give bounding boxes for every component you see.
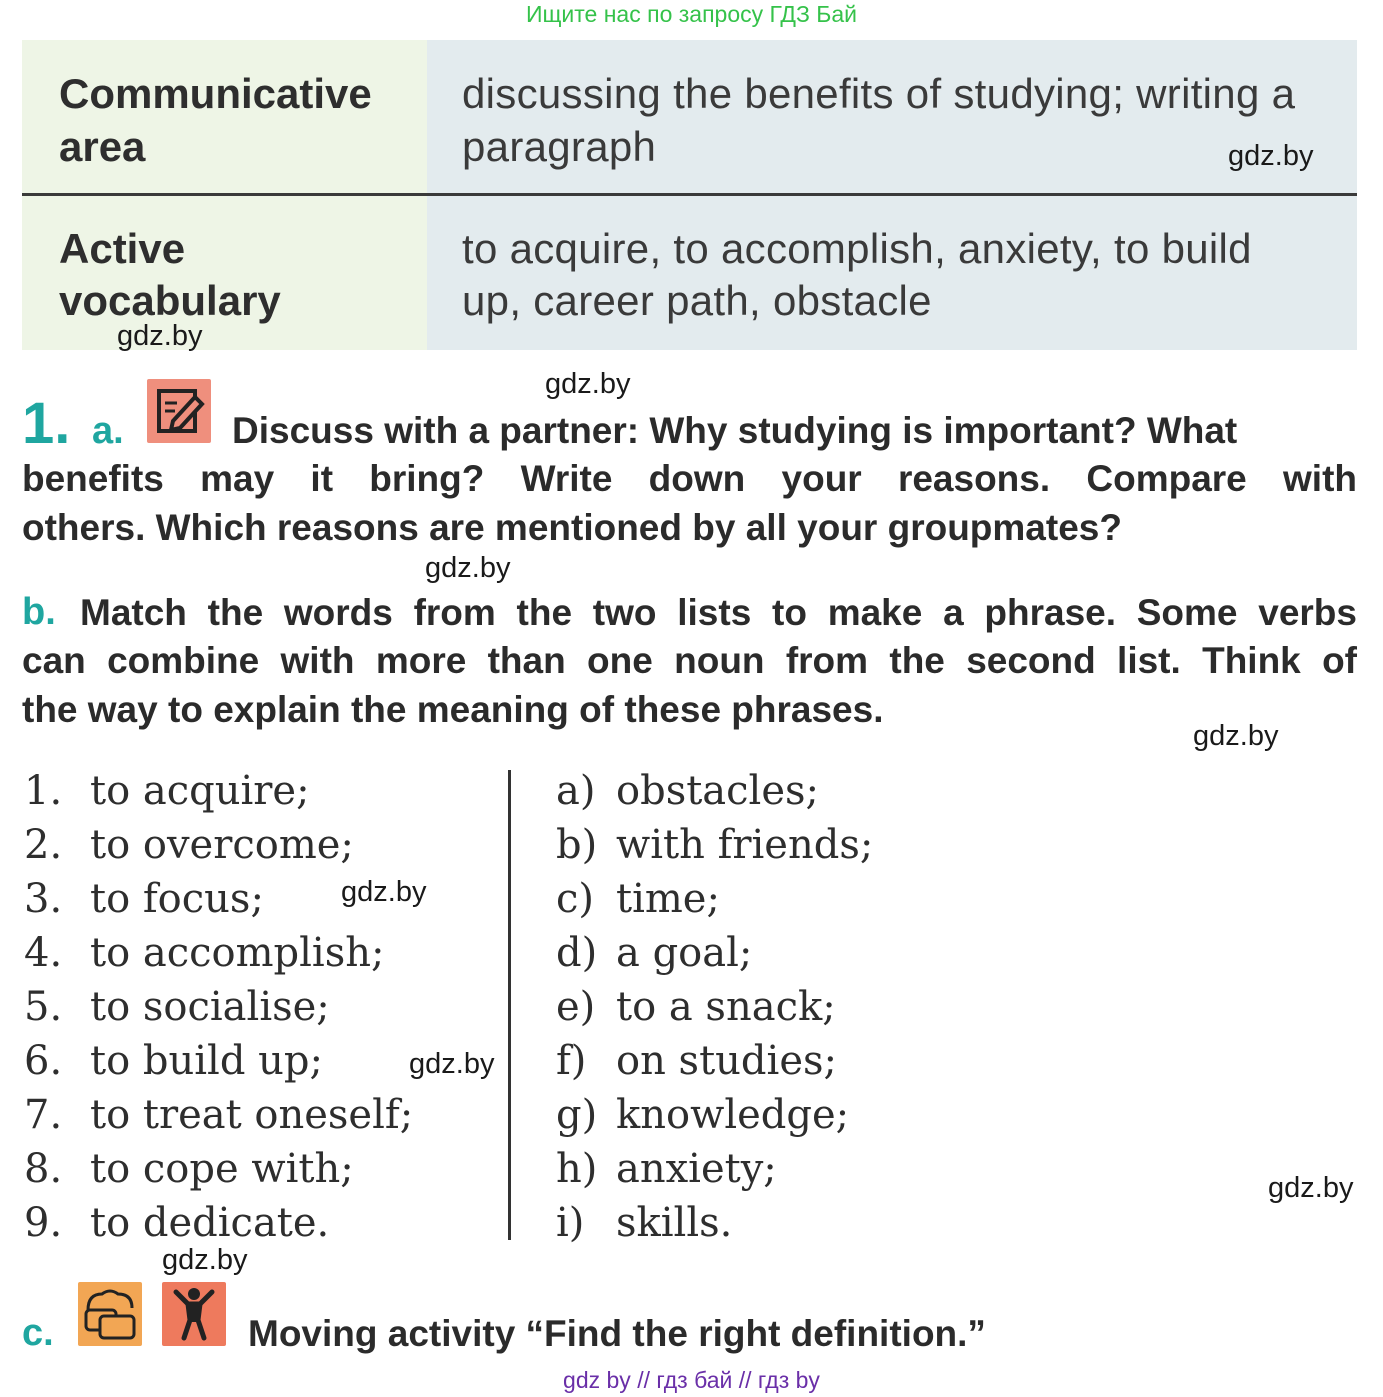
- communicative-label-line2: area: [59, 123, 146, 170]
- vocabulary-label-line2: vocabulary: [59, 277, 281, 324]
- info-table: [22, 40, 1357, 350]
- top-banner: Ищите нас по запросу ГДЗ Бай: [525, 1, 858, 27]
- communicative-value-line2: paragraph: [462, 123, 657, 170]
- list-item: i) skills.: [556, 1200, 733, 1246]
- list-item: 4. to accomplish;: [24, 930, 385, 976]
- list-item: g) knowledge;: [556, 1092, 850, 1138]
- list-item: e) to a snack;: [556, 984, 836, 1030]
- active-vocabulary-label-cell: [22, 196, 427, 350]
- list-item: d) a goal;: [556, 930, 753, 976]
- watermark: gdz.by: [162, 1244, 248, 1276]
- subtask-b-line3: the way to explain the meaning of these phrases.: [22, 689, 884, 730]
- watermark: gdz.by: [545, 368, 631, 400]
- list-item: f) on studies;: [556, 1038, 837, 1084]
- communicative-area-label-cell: [22, 40, 427, 193]
- list-item: 7. to treat oneself;: [24, 1092, 414, 1138]
- subtask-a-line2: benefits may it bring? Write down your reasons. Compare with: [22, 458, 1357, 499]
- noun-list: [556, 764, 873, 1250]
- verb-list: [24, 764, 413, 1250]
- watermark: gdz.by: [341, 876, 427, 908]
- group-work-icon: [78, 1282, 142, 1346]
- communicative-area-value-cell: [427, 40, 1357, 193]
- list-divider: [508, 770, 511, 1240]
- subtask-b-label: b.: [22, 591, 56, 633]
- watermark: gdz.by: [409, 1048, 495, 1080]
- exercise-number: 1.: [22, 391, 71, 456]
- subtask-a-line1: Discuss with a partner: Why studying is important? What: [232, 410, 1238, 451]
- write-icon: [147, 379, 211, 443]
- watermark: gdz.by: [117, 320, 203, 352]
- footer-watermark: gdz by // гдз бай // гдз by: [563, 1367, 820, 1393]
- list-item: 8. to cope with;: [24, 1146, 354, 1192]
- list-item: 9. to dedicate.: [24, 1200, 330, 1246]
- list-item: 5. to socialise;: [24, 984, 330, 1030]
- subtask-a-label: a.: [92, 410, 124, 452]
- active-vocabulary-value-cell: [427, 196, 1357, 350]
- vocabulary-label-line1: Active: [59, 225, 186, 272]
- communicative-value-line1: discussing the benefits of studying; writing a: [462, 70, 1296, 117]
- list-item: 2. to overcome;: [24, 822, 354, 868]
- subtask-b-line1: Match the words from the two lists to make a phrase. Some verbs: [80, 592, 1357, 633]
- list-item: b) with friends;: [556, 822, 874, 868]
- watermark: gdz.by: [1268, 1172, 1354, 1204]
- list-item: h) anxiety;: [556, 1146, 777, 1192]
- communicative-label-line1: Communicative: [59, 70, 372, 117]
- watermark: gdz.by: [425, 552, 511, 584]
- list-item: 1. to acquire;: [24, 768, 310, 814]
- vocabulary-value-line2: up, career path, obstacle: [462, 277, 932, 324]
- moving-person-icon: [162, 1282, 226, 1346]
- list-item: c) time;: [556, 876, 720, 922]
- subtask-c-label: c.: [22, 1312, 54, 1354]
- subtask-a-line3: others. Which reasons are mentioned by all your groupmates?: [22, 507, 1122, 548]
- list-item: a) obstacles;: [556, 768, 820, 814]
- vocabulary-value-line1: to acquire, to accomplish, anxiety, to build: [462, 225, 1252, 272]
- subtask-b-line2: can combine with more than one noun from the second list. Think of: [22, 640, 1357, 681]
- watermark: gdz.by: [1228, 140, 1314, 172]
- watermark: gdz.by: [1193, 720, 1279, 752]
- list-item: 6. to build up;: [24, 1038, 323, 1084]
- list-item: 3. to focus;: [24, 876, 264, 922]
- subtask-c-text: Moving activity “Find the right definition.”: [248, 1313, 986, 1354]
